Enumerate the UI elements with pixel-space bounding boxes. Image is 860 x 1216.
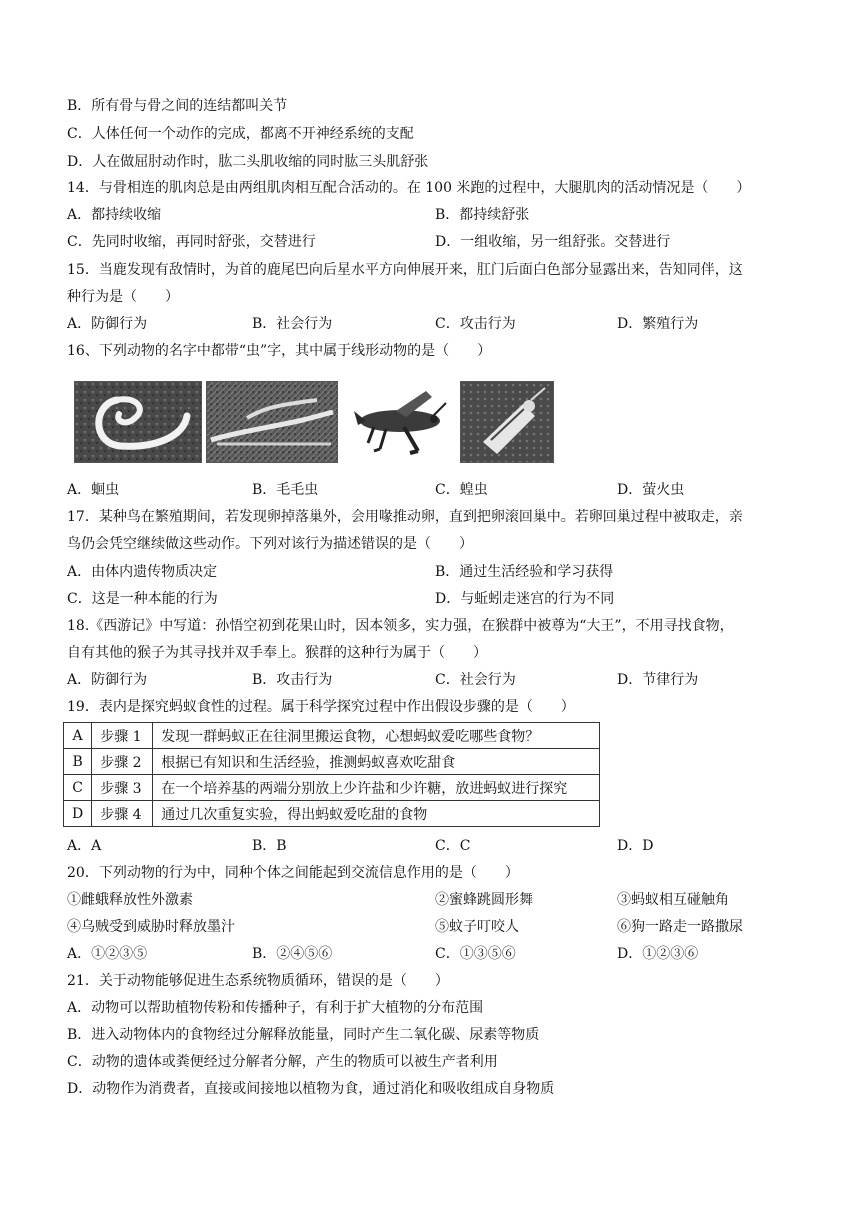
q15-option-a: A．防御行为: [67, 316, 148, 332]
table-cell-desc: 通过几次重复实验，得出蚂蚁爱吃甜的食物: [153, 801, 600, 827]
q20-item-5: ⑤蚊子叮咬人: [435, 919, 519, 935]
q13-option-d: D．人在做屈肘动作时，肱二头肌收缩的同时肱三头肌舒张: [67, 154, 429, 170]
table-row: [64, 775, 600, 801]
q19-steps-table: [63, 722, 600, 827]
q21-stem: 21．关于动物能够促进生态系统物质循环，错误的是（ ）: [67, 973, 449, 989]
table-cell-key: B: [64, 749, 92, 775]
q20-item-2: ②蜜蜂跳圆形舞: [435, 892, 533, 908]
q20-item-3: ③蚂蚁相互碰触角: [617, 892, 729, 908]
q20-option-c: C．①③⑤⑥: [435, 946, 516, 962]
q17-option-c: C．这是一种本能的行为: [67, 591, 218, 607]
q20-item-6: ⑥狗一路走一路撒尿: [617, 919, 743, 935]
table-row: [64, 723, 600, 749]
q13-option-c: C．人体任何一个动作的完成，都离不开神经系统的支配: [67, 126, 414, 142]
q18-stem-line2: 自有其他的猴子为其寻找并双手奉上。猴群的这种行为属于（ ）: [67, 645, 487, 661]
table-cell-step: 步骤 1: [92, 723, 153, 749]
q21-option-c: C．动物的遗体或粪便经过分解者分解，产生的物质可以被生产者利用: [67, 1054, 498, 1070]
q16-option-c: C．蝗虫: [435, 482, 488, 498]
q14-option-c: C．先同时收缩，再同时舒张，交替进行: [67, 234, 316, 250]
q17-option-b: B．通过生活经验和学习获得: [435, 564, 614, 580]
table-cell-desc: 在一个培养基的两端分别放上少许盐和少许糖，放进蚂蚁进行探究: [153, 775, 600, 801]
table-row: [64, 801, 600, 827]
q14-option-a: A．都持续收缩: [67, 207, 162, 223]
q19-option-a: A．A: [67, 838, 102, 854]
q15-option-b: B．社会行为: [252, 316, 333, 332]
q20-item-1: ①雌蛾释放性外激素: [67, 892, 193, 908]
q16-stem: 16、下列动物的名字中都带“虫”字，其中属于线形动物的是（ ）: [67, 343, 492, 359]
q21-option-d: D．动物作为消费者，直接或间接地以植物为食，通过消化和吸收组成自身物质: [67, 1081, 555, 1097]
q17-stem-line2: 鸟仍会凭空继续做这些动作。下列对该行为描述错误的是（ ）: [67, 536, 473, 552]
q15-option-d: D．繁殖行为: [617, 316, 699, 332]
table-cell-desc: 发现一群蚂蚁正在往洞里搬运食物，心想蚂蚁爱吃哪些食物？: [153, 723, 600, 749]
q14-stem: 14．与骨相连的肌肉总是由两组肌肉相互配合活动的。在 100 米跑的过程中，大腿肌肉的活动情况是（ ）: [67, 180, 751, 196]
q19-option-c: C．C: [435, 838, 471, 854]
table-cell-desc: 根据已有知识和生活经验，推测蚂蚁喜欢吃甜食: [153, 749, 600, 775]
table-cell-step: 步骤 2: [92, 749, 153, 775]
q14-option-d: D．一组收缩，另一组舒张。交替进行: [435, 234, 671, 250]
table-cell-key: D: [64, 801, 92, 827]
q15-stem-line2: 种行为是（ ）: [67, 289, 179, 305]
q20-option-d: D．①②③⑥: [617, 946, 699, 962]
q17-option-d: D．与蚯蚓走迷宫的行为不同: [435, 591, 615, 607]
q20-stem: 20．下列动物的行为中，同种个体之间能起到交流信息作用的是（ ）: [67, 865, 519, 881]
roundworm-image: [74, 381, 202, 463]
q16-option-b: B．毛毛虫: [252, 482, 319, 498]
firefly-image: [460, 381, 554, 463]
q20-option-b: B．②④⑤⑥: [252, 946, 333, 962]
grasshopper-image: [346, 381, 450, 461]
q19-option-b: B．B: [252, 838, 287, 854]
table-cell-step: 步骤 4: [92, 801, 153, 827]
table-cell-key: A: [64, 723, 92, 749]
q16-option-a: A．蛔虫: [67, 482, 120, 498]
q16-picture-row: [74, 381, 554, 465]
q13-option-b: B．所有骨与骨之间的连结都叫关节: [67, 98, 288, 114]
q18-option-d: D．节律行为: [617, 672, 699, 688]
table-cell-step: 步骤 3: [92, 775, 153, 801]
q14-option-b: B．都持续舒张: [435, 207, 530, 223]
caterpillar-image: [206, 381, 338, 463]
q19-stem: 19．表内是探究蚂蚁食性的过程。属于科学探究过程中作出假设步骤的是（ ）: [67, 699, 575, 715]
q20-option-a: A．①②③⑤: [67, 946, 148, 962]
q21-option-a: A．动物可以帮助植物传粉和传播种子，有利于扩大植物的分布范围: [67, 1000, 484, 1016]
q15-option-c: C．攻击行为: [435, 316, 516, 332]
q19-option-d: D．D: [617, 838, 654, 854]
q17-option-a: A．由体内遗传物质决定: [67, 564, 218, 580]
q18-option-c: C．社会行为: [435, 672, 516, 688]
q21-option-b: B．进入动物体内的食物经过分解释放能量，同时产生二氧化碳、尿素等物质: [67, 1027, 540, 1043]
q20-item-4: ④乌贼受到威胁时释放墨汁: [67, 919, 235, 935]
table-cell-key: C: [64, 775, 92, 801]
q17-stem-line1: 17．某种鸟在繁殖期间，若发现卵掉落巢外，会用喙推动卵，直到把卵滚回巢中。若卵回巢过程中被取走，亲: [67, 509, 743, 525]
q16-option-d: D．萤火虫: [617, 482, 685, 498]
table-row: [64, 749, 600, 775]
q15-stem-line1: 15．当鹿发现有敌情时，为首的鹿尾巴向后星水平方向伸展开来，肛门后面白色部分显露出来，告知同伴，这: [67, 262, 743, 278]
q18-stem-line1: 18.《西游记》中写道：孙悟空初到花果山时，因本领多，实力强，在猴群中被尊为“大王”，不用寻找食物，: [67, 618, 734, 634]
q18-option-b: B．攻击行为: [252, 672, 333, 688]
q18-option-a: A．防御行为: [67, 672, 148, 688]
